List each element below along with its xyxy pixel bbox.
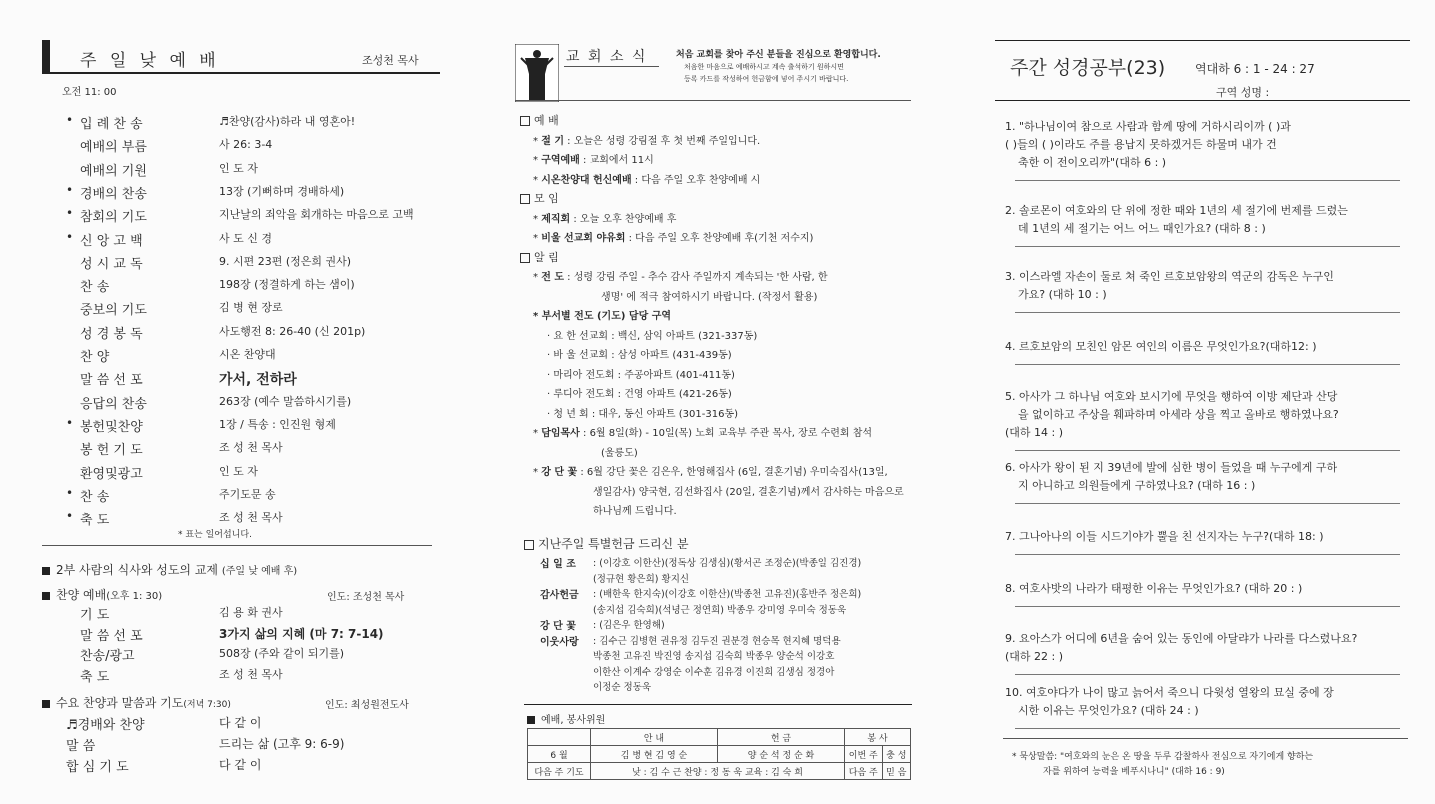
offering-heading: 지난주일 특별헌금 드리신 분 xyxy=(524,535,689,552)
order-item-name: 입 례 찬 송 xyxy=(80,117,143,132)
answer-line[interactable] xyxy=(1015,364,1400,365)
divider xyxy=(564,66,659,67)
order-item-name: 봉헌및찬양 xyxy=(80,419,143,435)
order-item-name: 예배의 부름 xyxy=(80,140,147,156)
section-heading: 알 림 xyxy=(520,249,559,265)
staff-head-service: 봉 사 xyxy=(845,729,911,746)
square-bullet-icon xyxy=(527,716,535,724)
question-text: 지 아니하고 의원들에게 구하였나요? (대하 16 : ) xyxy=(1018,479,1256,492)
order-item-detail: 263장 (예수 말씀하시기를) xyxy=(219,394,352,408)
wednesday-item-detail: 다 같 이 xyxy=(219,758,262,772)
order-item-name: 환영및광고 xyxy=(80,466,143,482)
order-item-name: 중보의 기도 xyxy=(80,303,147,319)
offering-names: 박종천 고유진 박진영 송지섭 김숙희 박종우 양순석 이강호 xyxy=(593,651,835,662)
order-item-name: 찬 송 xyxy=(80,280,110,296)
order-item-name: 예배의 기원 xyxy=(80,163,147,179)
checkbox-icon xyxy=(520,253,530,263)
pastor-notice-cont: (울릉도) xyxy=(601,447,638,459)
question-text: 7. 그나아나의 이들 시드기야가 뿔을 친 선지자는 누구?(대하 18: ) xyxy=(1005,530,1324,543)
question-text: (대하 14 : ) xyxy=(1005,426,1064,439)
square-bullet-icon xyxy=(42,592,50,600)
order-mark: • xyxy=(66,229,74,244)
member-name-field[interactable]: 구역 성명 : xyxy=(1216,86,1270,99)
order-item-detail: 조 성 천 목사 xyxy=(219,511,283,525)
praise-item-name: 축 도 xyxy=(80,669,110,685)
order-mark: • xyxy=(66,485,74,500)
checkbox-icon xyxy=(520,194,530,204)
question-text: 시한 이유는 무엇인가요? (대하 24 : ) xyxy=(1018,704,1199,717)
order-item-detail: 13장 (기뻐하며 경배하세) xyxy=(219,184,345,198)
worship-news-item: * 구역예배 : 교회에서 11시 xyxy=(533,155,654,166)
question-text: 6. 아사가 왕이 된 지 39년에 발에 심한 병이 들었을 때 누구에게 구하 xyxy=(1005,461,1338,474)
order-item-name: 경배의 찬송 xyxy=(80,186,147,202)
wednesday-item-detail: 다 같 이 xyxy=(219,716,262,730)
welcome-line-3: 등록 카드를 작성하여 헌금함에 넣어 주시기 바랍니다. xyxy=(684,75,849,83)
order-item-name: 참회의 기도 xyxy=(80,210,147,226)
order-item-detail: 인 도 자 xyxy=(219,161,258,175)
order-item-detail: 사도행전 8: 26-40 (신 201p) xyxy=(219,324,366,338)
order-item-detail: 지난날의 죄악을 회개하는 마음으로 고백 xyxy=(219,208,414,222)
question-text: 8. 여호사밧의 나라가 태평한 이유는 무엇인가요? (대하 20 : ) xyxy=(1005,582,1303,595)
order-mark: • xyxy=(66,113,74,127)
square-bullet-icon xyxy=(42,700,50,708)
question-text: 1. "하나님이여 참으로 사람과 함께 땅에 거하시리이까 ( )과 xyxy=(1005,120,1291,133)
study-range: 역대하 6 : 1 - 24 : 27 xyxy=(1195,62,1315,76)
order-item-detail: 김 병 현 장로 xyxy=(219,301,283,315)
offering-names: : (이강호 이한산)(정독상 김생심)(황서곤 조정순)(박종일 김진경) xyxy=(593,558,862,569)
staff-cell: 충 성 xyxy=(882,746,910,763)
offering-type: 이웃사랑 xyxy=(540,636,579,648)
order-mark: • xyxy=(66,206,74,221)
staff-table xyxy=(527,728,911,780)
divider xyxy=(995,100,1410,101)
question-text: 축한 이 전이오리까"(대하 6 : ) xyxy=(1018,156,1167,169)
order-item-detail: 인 도 자 xyxy=(219,464,258,478)
evangelism-notice: * 전 도 : 성령 강림 주일 - 추수 감사 주일까지 계속되는 '한 사람, 한 xyxy=(533,272,828,283)
staff-cell: 믿 음 xyxy=(882,763,910,780)
wednesday-item-detail: 드리는 삶 (고후 9: 6-9) xyxy=(219,737,345,751)
news-title: 교 회 소 식 xyxy=(566,49,648,65)
answer-line[interactable] xyxy=(1015,606,1400,607)
wednesday-item-name: 합 심 기 도 xyxy=(66,760,129,775)
order-item-name: 신 앙 고 백 xyxy=(80,233,143,249)
praise-worship-heading: 찬양 예배(오후 1: 30) xyxy=(42,586,162,603)
question-text: 가요? (대하 10 : ) xyxy=(1018,288,1107,301)
offering-names: : 김수근 김병현 권유정 김두진 권분경 현승목 현지혜 명덕용 xyxy=(593,635,841,647)
pastor-preaching-icon xyxy=(515,44,559,102)
question-text: (대하 22 : ) xyxy=(1005,650,1064,663)
standing-note: * 표는 일어섭니다. xyxy=(178,530,252,540)
district-item: · 청 년 회 : 대우, 동신 아파트 (301-316동) xyxy=(547,408,739,420)
section-heading: 예 배 xyxy=(520,112,559,128)
section-heading: 모 임 xyxy=(520,190,559,206)
praise-item-detail: 김 용 화 권사 xyxy=(219,606,283,619)
staff-cell: 양 순 석 정 순 화 xyxy=(718,746,845,763)
order-item-detail: 9. 시편 23편 (정은희 권사) xyxy=(219,254,352,268)
meditation-verse-1: * 묵상말씀: "여호와의 눈은 온 땅을 두루 감찰하사 전심으로 자기에게 향하는 xyxy=(1012,752,1314,762)
divider xyxy=(515,100,911,101)
staff-cell: 이번 주 xyxy=(845,746,883,763)
question-text: 데 1년의 세 절기는 어느 어느 때인가요? (대하 8 : ) xyxy=(1018,222,1266,235)
district-item: · 루디아 전도회 : 건영 아파트 (421-26동) xyxy=(547,389,732,400)
flower-notice-cont: 하나님께 드립니다. xyxy=(593,506,677,517)
praise-item-detail: 508장 (주와 같이 되기를) xyxy=(219,647,345,660)
order-item-name: 성 경 봉 독 xyxy=(80,326,143,342)
answer-line[interactable] xyxy=(1015,450,1400,451)
worship-news-item: * 시온찬양대 헌신예배 : 다음 주일 오후 찬양예배 시 xyxy=(533,174,761,186)
checkbox-icon xyxy=(524,540,534,550)
wednesday-item-name: ♬경배와 찬양 xyxy=(66,718,145,733)
page-title: 주 일 낮 예 배 xyxy=(80,51,220,71)
pastor-notice: * 담임목사 : 6월 8일(화) - 10일(목) 노회 교육부 주관 목사, 장로 수련회 참석 xyxy=(533,428,873,439)
answer-line[interactable] xyxy=(1015,674,1400,675)
staff-cell: 다음 주 xyxy=(845,763,883,780)
praise-leader: 인도: 조성천 목사 xyxy=(327,592,405,603)
praise-item-detail: 조 성 천 목사 xyxy=(219,667,283,681)
wednesday-leader: 인도: 최성원전도사 xyxy=(325,700,409,711)
order-item-name: 찬 송 xyxy=(80,489,110,505)
order-item-detail: 198장 (정결하게 하는 샘이) xyxy=(219,278,355,292)
district-heading: * 부서별 전도 (기도) 담당 구역 xyxy=(533,311,672,322)
offering-type: 강 단 꽃 xyxy=(540,621,576,632)
square-bullet-icon xyxy=(42,567,50,575)
staff-cell: 6 월 xyxy=(528,746,591,763)
order-item-name: 성 시 교 독 xyxy=(80,256,143,272)
divider xyxy=(42,545,432,546)
offering-names: : (김은우 한영해) xyxy=(593,620,665,631)
order-item-detail: 사 도 신 경 xyxy=(219,231,272,245)
part2-heading: 2부 사람의 식사와 성도의 교제 (주일 낮 예배 후) xyxy=(42,561,297,578)
evangelism-notice-cont: 생명' 에 적극 참여하시기 바랍니다. (작정서 활용) xyxy=(601,291,818,303)
staff-cell: 다음 주 기도 xyxy=(528,763,591,780)
question-text: 2. 솔로몬이 여호와의 단 위에 정한 때와 1년의 세 절기에 번제를 드렸는 xyxy=(1005,204,1348,217)
checkbox-icon xyxy=(520,116,530,126)
staff-cell: 낮 : 김 수 근 찬양 : 정 동 욱 교육 : 김 숙 희 xyxy=(591,763,845,780)
answer-line[interactable] xyxy=(1015,728,1400,729)
answer-line[interactable] xyxy=(1015,312,1400,313)
staff-head-usher: 안 내 xyxy=(591,729,718,746)
sunday-worship-header xyxy=(42,40,440,74)
staff-heading: 예배, 봉사위원 xyxy=(527,711,605,726)
order-item-name: 축 도 xyxy=(80,513,110,529)
district-item: · 마리아 전도회 : 주공아파트 (401-411동) xyxy=(547,369,735,381)
order-item-detail: ♬찬양(감사)하라 내 영혼아! xyxy=(219,115,356,128)
order-item-detail: 시온 찬양대 xyxy=(219,348,276,361)
question-text: 5. 아사가 그 하나님 여호와 보시기에 무엇을 행하여 이방 제단과 산당 xyxy=(1005,390,1338,403)
answer-line[interactable] xyxy=(1015,180,1400,181)
offering-names: : (배한욱 한지숙)(이강호 이한산)(박종천 고유진)(홍반주 정은희) xyxy=(593,589,862,600)
study-title: 주간 성경공부(23) xyxy=(1010,57,1166,79)
welcome-line-2: 처음한 마음으로 예배하시고 계속 출석하기 원하시면 xyxy=(684,63,844,71)
question-text: 10. 여호야다가 나이 많고 늙어서 죽으니 다윗성 열왕의 묘실 중에 장 xyxy=(1005,686,1334,699)
meeting-news-item: * 비울 선교회 야유회 : 다음 주일 오후 찬양예배 후(기천 저수지) xyxy=(533,233,814,244)
order-item-detail: 조 성 천 목사 xyxy=(219,441,283,455)
offering-type: 십 일 조 xyxy=(540,559,576,570)
answer-line[interactable] xyxy=(1015,503,1400,504)
order-item-detail: 1장 / 특송 : 인진원 형제 xyxy=(219,417,336,431)
service-time: 오전 11: 00 xyxy=(62,87,117,98)
offering-names: 이정순 정동욱 xyxy=(593,682,652,693)
offering-names: (송지섭 김숙희)(석녕근 정연희) 박종우 강미영 우미숙 정동욱 xyxy=(593,604,847,616)
question-text: ( )들의 ( )이라도 주를 용납지 못하겠거든 하물며 내가 건 xyxy=(1005,138,1277,151)
order-item-detail: 가서, 전하라 xyxy=(219,372,297,389)
order-item-name: 말 씀 선 포 xyxy=(80,373,143,389)
wednesday-heading: 수요 찬양과 말씀과 기도(저녁 7:30) xyxy=(42,694,231,711)
order-item-name: 응답의 찬송 xyxy=(80,396,147,412)
staff-cell: 김 병 현 김 영 순 xyxy=(591,746,718,763)
offering-names: 이한산 이계수 강영순 이수훈 김유경 이진희 김생심 정경아 xyxy=(593,666,835,678)
praise-item-name: 찬송/광고 xyxy=(80,649,135,664)
meeting-news-item: * 제직회 : 오늘 오후 찬양예배 후 xyxy=(533,213,677,225)
answer-line[interactable] xyxy=(1015,246,1400,247)
flower-notice-cont: 생일감사) 양국현, 김선화집사 (20일, 결혼기념)께서 감사하는 마음으로 xyxy=(593,486,904,498)
staff-head-offering: 헌 금 xyxy=(718,729,845,746)
worship-news-item: * 절 기 : 오늘은 성령 강림절 후 첫 번째 주일입니다. xyxy=(533,135,761,147)
meditation-verse-2: 자를 위하여 능력을 베푸시나니" (대하 16 : 9) xyxy=(1043,767,1225,777)
divider xyxy=(995,40,1410,41)
praise-item-name: 기 도 xyxy=(80,608,110,623)
order-mark: • xyxy=(66,509,74,524)
divider xyxy=(524,704,912,705)
welcome-line-1: 처음 교회를 찾아 주신 분들을 진심으로 환영합니다. xyxy=(676,50,881,60)
question-text: 3. 이스라엘 자손이 둘로 쳐 죽인 르호보암왕의 역군의 감독은 누구인 xyxy=(1005,270,1334,283)
offering-names: (정규현 황은희) 황지신 xyxy=(593,573,690,585)
pastor-name: 조성천 목사 xyxy=(362,54,419,67)
question-text: 을 없이하고 주상을 훼파하며 아세라 상을 찍고 올바로 행하였나요? xyxy=(1018,408,1339,421)
order-item-name: 찬 양 xyxy=(80,350,110,365)
answer-line[interactable] xyxy=(1015,554,1400,555)
order-mark: • xyxy=(66,415,74,430)
praise-item-detail: 3가지 삶의 지혜 (마 7: 7-14) xyxy=(219,626,384,641)
offering-type: 감사헌금 xyxy=(540,590,579,601)
wednesday-item-name: 말 씀 xyxy=(66,739,96,754)
question-text: 9. 요아스가 어디에 6년을 숨어 있는 동인에 아달랴가 나라를 다스렸나요? xyxy=(1005,632,1358,645)
order-item-detail: 사 26: 3-4 xyxy=(219,138,273,152)
district-item: · 요 한 선교회 : 백신, 삼익 아파트 (321-337동) xyxy=(547,330,758,342)
order-item-name: 봉 헌 기 도 xyxy=(80,443,143,459)
order-item-detail: 주기도문 송 xyxy=(219,487,276,501)
district-item: · 바 울 선교회 : 삼성 아파트 (431-439동) xyxy=(547,350,732,361)
flower-notice: * 강 단 꽃 : 6월 강단 꽃은 김은우, 한영해집사 (6일, 결혼기념) 우미숙집사(13일, xyxy=(533,467,888,478)
question-text: 4. 르호보암의 모친인 암몬 여인의 이름은 무엇인가요?(대하12: ) xyxy=(1005,340,1317,353)
divider xyxy=(1003,738,1408,739)
order-mark: • xyxy=(66,182,74,197)
praise-item-name: 말 씀 선 포 xyxy=(80,628,143,644)
